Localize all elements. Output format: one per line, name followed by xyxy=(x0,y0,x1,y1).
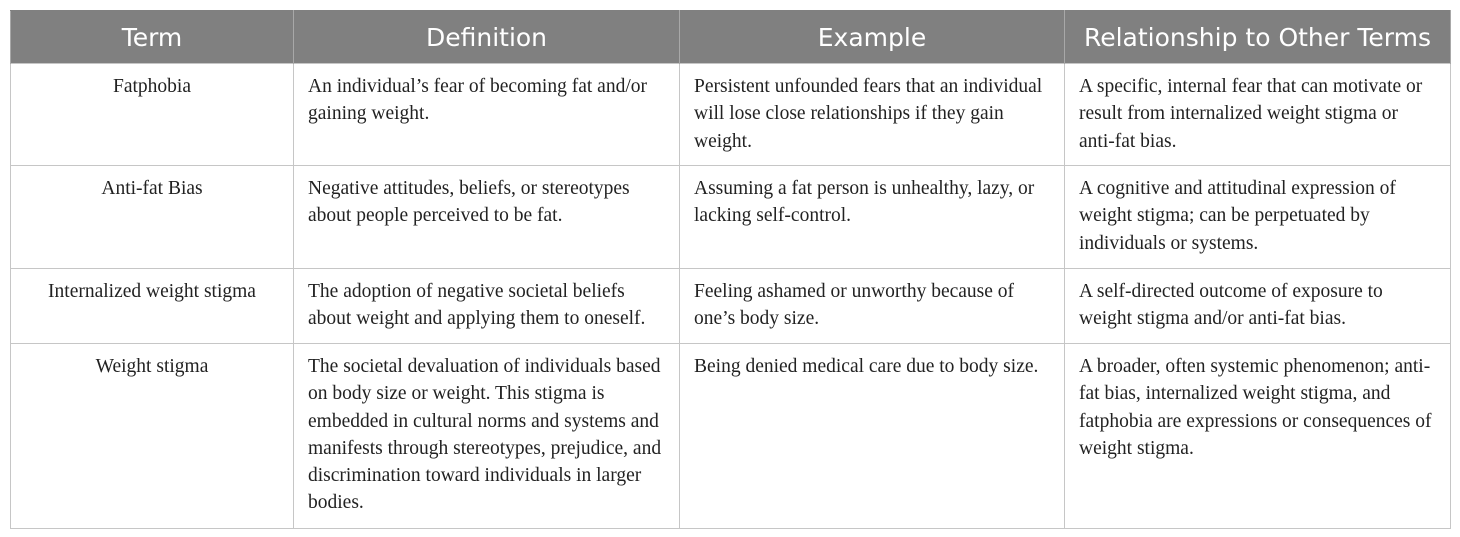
term-cell: Internalized weight stigma xyxy=(11,269,294,344)
relationship-cell: A cognitive and attitudinal expression of weight stigma; can be perpetuated by individuals or systems. xyxy=(1065,166,1451,269)
term-cell: Fatphobia xyxy=(11,64,294,166)
term-cell: Weight stigma xyxy=(11,344,294,529)
definition-cell: The adoption of negative societal beliefs about weight and applying them to oneself. xyxy=(294,269,680,344)
relationship-cell: A self-directed outcome of exposure to weight stigma and/or anti-fat bias. xyxy=(1065,269,1451,344)
definition-cell: The societal devaluation of individuals based on body size or weight. This stigma is embedded in cultural norms and systems and manifests through stereotypes, prejudice, and discrimination toward individuals in larger bodies. xyxy=(294,344,680,529)
terms-table xyxy=(10,10,1451,529)
example-cell: Being denied medical care due to body size. xyxy=(680,344,1065,529)
table-row xyxy=(11,166,1451,269)
table-header-row xyxy=(11,11,1451,64)
table-row xyxy=(11,269,1451,344)
example-cell: Feeling ashamed or unworthy because of one’s body size. xyxy=(680,269,1065,344)
term-cell: Anti-fat Bias xyxy=(11,166,294,269)
terms-table-container xyxy=(10,10,1450,529)
definition-cell: An individual’s fear of becoming fat and/or gaining weight. xyxy=(294,64,680,166)
example-cell: Persistent unfounded fears that an individual will lose close relationships if they gain weight. xyxy=(680,64,1065,166)
header-relationship: Relationship to Other Terms xyxy=(1065,11,1451,64)
header-definition: Definition xyxy=(294,11,680,64)
header-term: Term xyxy=(11,11,294,64)
header-example: Example xyxy=(680,11,1065,64)
table-row xyxy=(11,344,1451,529)
relationship-cell: A broader, often systemic phenomenon; anti-fat bias, internalized weight stigma, and fatphobia are expressions or consequences of weight stigma. xyxy=(1065,344,1451,529)
table-row xyxy=(11,64,1451,166)
relationship-cell: A specific, internal fear that can motivate or result from internalized weight stigma or anti-fat bias. xyxy=(1065,64,1451,166)
example-cell: Assuming a fat person is unhealthy, lazy, or lacking self-control. xyxy=(680,166,1065,269)
definition-cell: Negative attitudes, beliefs, or stereotypes about people perceived to be fat. xyxy=(294,166,680,269)
